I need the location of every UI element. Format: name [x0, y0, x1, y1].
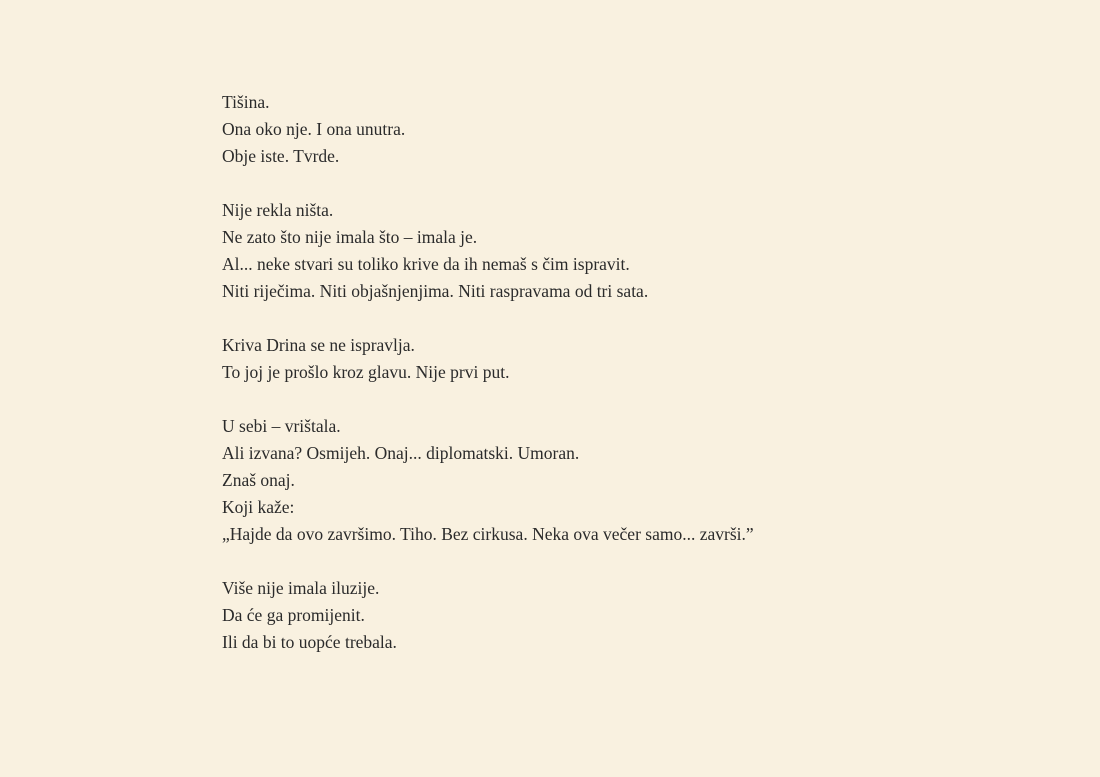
document-body [222, 89, 1082, 683]
stanza-4 [222, 413, 1082, 548]
text-line: Ali izvana? Osmijeh. Onaj... diplomatski. Umoran. [222, 443, 580, 463]
text-line: Koji kaže: [222, 497, 295, 517]
text-line: Niti riječima. Niti objašnjenjima. Niti raspravama od tri sata. [222, 281, 649, 301]
text-line: Znaš onaj. [222, 470, 295, 490]
stanza-5 [222, 575, 1082, 656]
text-line: To joj je prošlo kroz glavu. Nije prvi put. [222, 362, 510, 382]
text-line: Tišina. [222, 92, 270, 112]
text-line: U sebi – vrištala. [222, 416, 341, 436]
stanza-2 [222, 197, 1082, 305]
text-line: Ona oko nje. I ona unutra. [222, 119, 406, 139]
text-line: Ili da bi to uopće trebala. [222, 632, 397, 652]
text-line: Više nije imala iluzije. [222, 578, 380, 598]
text-line: Obje iste. Tvrde. [222, 146, 340, 166]
stanza-1 [222, 89, 1082, 170]
text-line: Nije rekla ništa. [222, 200, 334, 220]
text-line: Da će ga promijenit. [222, 605, 365, 625]
text-line: „Hajde da ovo završimo. Tiho. Bez cirkusa. Neka ova večer samo... završi.” [222, 524, 754, 544]
text-line: Kriva Drina se ne ispravlja. [222, 335, 415, 355]
stanza-3 [222, 332, 1082, 386]
text-line: Ne zato što nije imala što – imala je. [222, 227, 478, 247]
text-line: Al... neke stvari su toliko krive da ih nemaš s čim ispravit. [222, 254, 630, 274]
